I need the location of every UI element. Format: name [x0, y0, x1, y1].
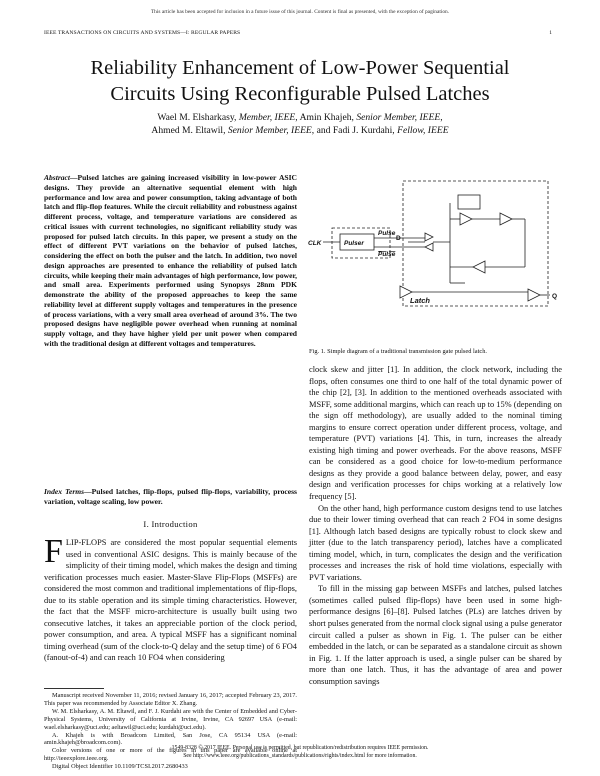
footnote-manuscript: Manuscript received November 11, 2016; revised January 16, 2017; accepted February 23, 2017. This paper was recommended by Associate Editor X. Zhang. — [44, 692, 297, 707]
paragraph-1: clock skew and jitter [1]. In addition, the clock network, including the flops, often consumes one third to one half of the total dynamic power of the chip [2], [3]. In addition to the mentioned overheads associated with MSFF, some additional margins, which can reach up to 15% (depending on the sign off methodology), are usually added to the nominal timing margins to ensure correct operation under different process, voltage, and temperature (PVT) variations [4]. This, in turn, increases the already existing high timing and power overheads. For the above reasons, MSFF can be considered as a good choice for low-to-medium performance designs as they provide a good balance between delay, power, and easy design and verification processes for chips working at a relatively low frequency [5]. — [309, 365, 562, 502]
footnote-rule — [44, 688, 104, 689]
footnote-affiliation-2: A. Khajeh is with Broadcom Limited, San Jose, CA 95134 USA (e-mail: amin.khajeh@broadcom.com). — [44, 731, 297, 747]
abstract-label: Abstract — [44, 173, 70, 182]
index-terms-text: —Pulsed latches, flip-flops, pulsed flip-flops, variability, process variation, voltage scaling, low power. — [44, 487, 297, 506]
fig-label-q: Q — [552, 293, 558, 300]
author-4-role: Fellow, IEEE — [397, 124, 449, 136]
fig-label-pulse: Pulse — [378, 230, 396, 237]
fig-label-d: D — [396, 235, 401, 242]
author-4: , and Fadi J. Kurdahi, — [311, 124, 395, 136]
pulsed-latch-figure — [300, 173, 562, 343]
introduction-text: LIP-FLOPS are considered the most popular sequential elements used in conventional ASIC designs. This is mainly because of the simplicity of their timing model, which makes the design and timing verification processes much easier. Master-Slave Flip-Flops (MSFFs) are considered the most common and traditional implementations of flip-flops, due to its stable operation and its simple timing characteristics. However, the fact that the MSFF micro-architecture is usually built using two consecutive latches, it takes an appreciable portion of the clock period, power consumption, and area. A typical MSFF has a significant nominal timing overhead (sum of the clock-to-Q delay and the setup time) of 6 FO4 (fanout-of-4) and can reach 10 FO4 when considering — [44, 538, 297, 663]
author-3-role: Senior Member, IEEE — [227, 124, 312, 136]
copyright-line: 1549-8328 © 2017 IEEE. Personal use is permitted, but republication/redistribution requires IEEE permission. — [171, 745, 429, 751]
inverter-1 — [460, 213, 472, 225]
fig-label-pulser: Pulser — [344, 240, 364, 247]
author-line-1: Wael M. Elsharkasy, Member, IEEE, Amin Khajeh, Senior Member, IEEE, — [157, 112, 443, 123]
title-line-1: Reliability Enhancement of Low-Power Sequential — [90, 57, 510, 79]
inverter-2 — [500, 213, 512, 225]
index-terms — [44, 487, 297, 507]
section-heading-introduction: I. Introduction — [143, 519, 198, 529]
right-column-body — [309, 364, 562, 687]
copyright-footer — [0, 744, 600, 760]
footnote-doi: Digital Object Identifier 10.1109/TCSI.2017.2680433 — [52, 763, 188, 771]
output-driver-2 — [528, 289, 540, 301]
clocked-feedback-gate — [458, 195, 480, 209]
permissions-line: See http://www.ieee.org/publications_standards/publications/rights/index.html for more information. — [183, 753, 417, 759]
introduction-body — [44, 533, 297, 664]
paragraph-2: On the other hand, high performance custom designs tend to use latches due to their lower timing overhead that can reach 2 FO4 in some designs [1]. Although latch based designs are typically robust to clock skew and jitter (due to the latch transparency period), latches have a complicated timing model, which, in turn, complicates the design and the verification processes and increases the risk of hold time violations, especially with PVT variations. — [309, 503, 562, 582]
fig-label-clk: CLK — [308, 240, 322, 247]
running-head: IEEE TRANSACTIONS ON CIRCUITS AND SYSTEMS—I: REGULAR PAPERS — [44, 30, 241, 36]
footnote-affiliation-1: W. M. Elsharkasy, A. M. Eltawil, and F. J. Kurdahi are with the Center of Embedded and Cyber-Physical Systems, University of California at Irvine, Irvine, CA 92697 USA (e-mail: wael.elsharkasy@uci.edu; aeltawil@uci.edu; kurdahi@uci.edu). — [44, 707, 297, 731]
author-1-role: Member, IEEE — [238, 112, 296, 123]
feedback-inverter — [473, 261, 485, 273]
paragraph-3: To fill in the missing gap between MSFFs and latches, pulsed latches (sometimes called pulsed flip-flops) have been used in some high-performance designs [6]–[8]. Pulsed latches (PLs) are latches driven by short pulses generated from the normal clock signal using a pulse generator circuit called a pulser as shown in Fig. 1. The pulser can be either embedded in the latch, or can be separated as a standalone circuit as shown in Fig. 1. If the latter approach is used, a single pulser can be shared by more than one latch. Thus, it has the advantage of area and power consumption savings — [309, 584, 562, 686]
acceptance-note: This article has been accepted for inclusion in a future issue of this journal. Content is final as presented, with the exception of pagination. — [150, 9, 450, 15]
author-1: Wael M. Elsharkasy, — [157, 112, 237, 123]
fig-label-latch: Latch — [410, 296, 431, 305]
page-number: 1 — [549, 30, 552, 36]
drop-cap: F — [44, 533, 63, 570]
author-line-2 — [60, 125, 540, 138]
author-2-role: Senior Member, IEEE — [356, 112, 441, 123]
author-list — [60, 112, 540, 137]
author-3: Ahmed M. Eltawil, — [151, 124, 226, 136]
figure-caption: Fig. 1. Simple diagram of a traditional transmission gate pulsed latch. — [309, 348, 488, 355]
title-line-2: Circuits Using Reconfigurable Pulsed Latches — [110, 83, 490, 105]
abstract-text: —Pulsed latches are gaining increased visibility in low-power ASIC designs. They provide an alternative sequential element with high performance and low area and power consumption, taking advantage of both latch and flip-flop features. While the circuit reliability and robustness against different process, voltage, and temperature variations are considered as critical issues with current technologies, no significant reliability study was proposed for pulsed latch circuits. In this paper, we present a study on the effect of different PVT variations on the behavior of pulsed latches, considering the effect on both the pulser and the latch. In addition, two novel design approaches are presented to enhance the reliability of pulsed latch circuits, while keeping their main advantages of high performance, low power, and small area. Experiments performed using Synopsys 28nm PDK demonstrate the ability of the proposed approaches to keep the same reliability level at different supply voltages and temperatures in the presence of process variations, with a very small area overhead of around 3%. The two proposed designs have negligible power overhead when running at nominal supply voltage, and they have higher yield per unit power when compared with the traditional design at different voltages and temperatures. — [44, 173, 297, 348]
author-2: , Amin Khajeh, — [295, 112, 354, 123]
footnote-color: Color versions of one or more of the figures in this paper are available online at http://ieeexplore.ieee.org. — [44, 747, 297, 763]
paper-title — [30, 55, 570, 107]
index-terms-label: Index Terms — [44, 487, 85, 496]
abstract — [44, 173, 297, 349]
fig-label-pulse-bar: Pulse — [378, 251, 396, 258]
latch-boundary — [403, 181, 548, 306]
